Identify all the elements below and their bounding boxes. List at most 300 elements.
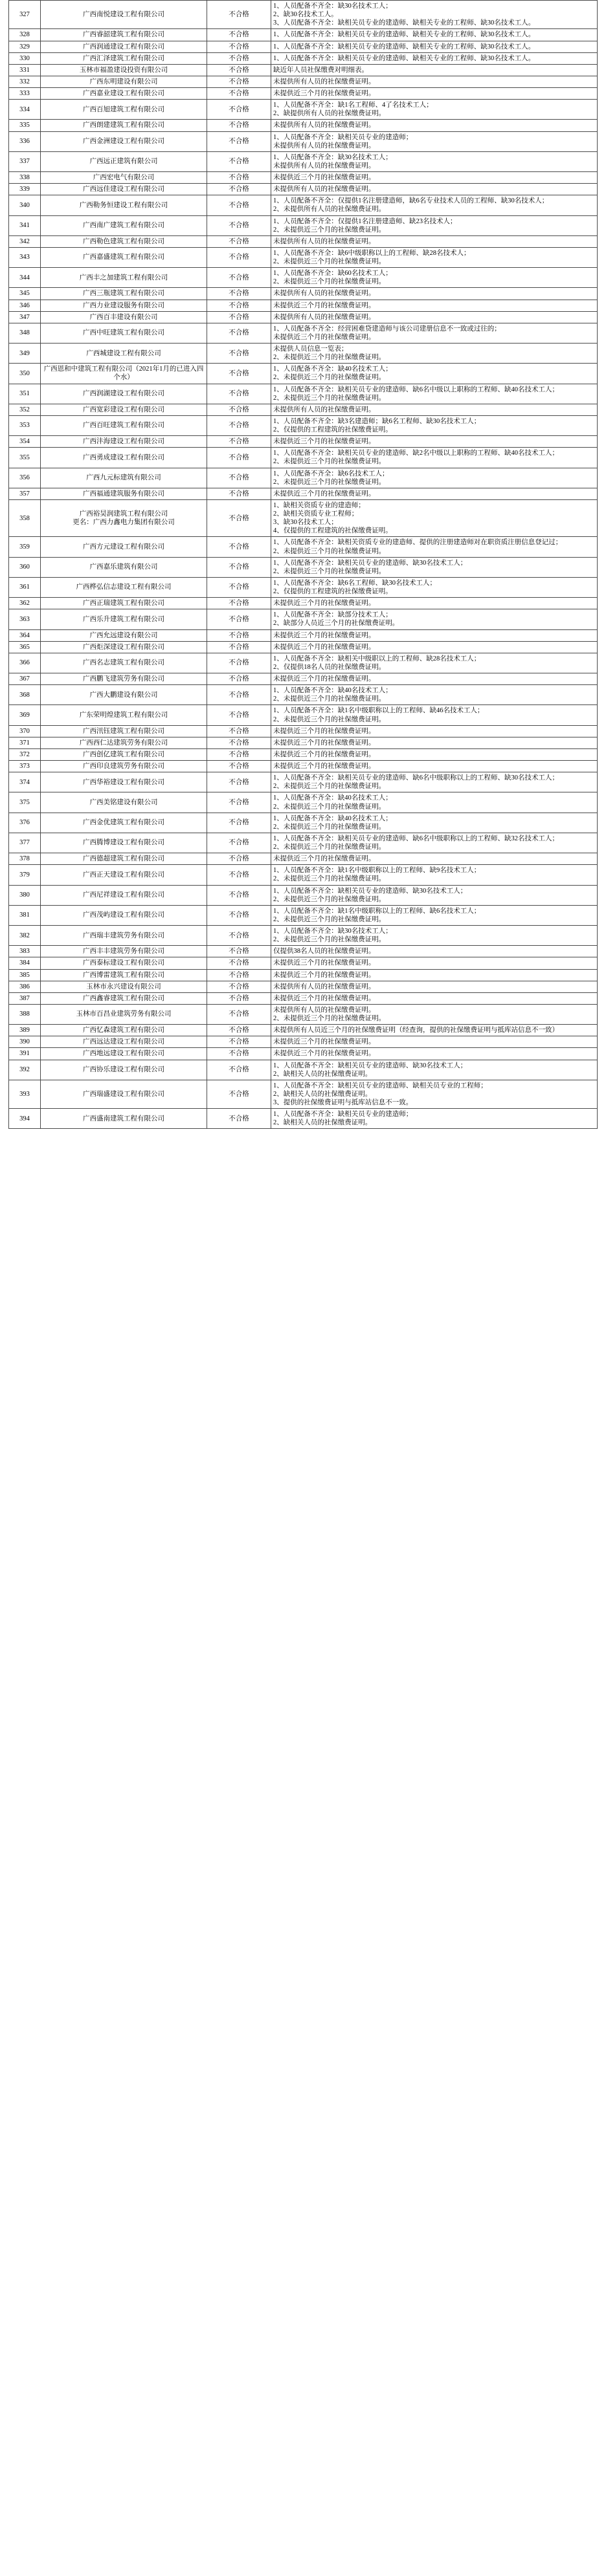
failure-reason bbox=[271, 468, 598, 488]
company-name bbox=[41, 557, 207, 577]
failure-reason bbox=[271, 151, 598, 171]
failure-reason bbox=[271, 748, 598, 760]
failure-reason-line: 2、未提供近三个月的社保缴费证明。 bbox=[273, 715, 386, 723]
company-name bbox=[41, 52, 207, 64]
failure-reason-line: 1、人员配备不齐全：缺相关员专业的建造师、缺相关员专业的工程师； bbox=[273, 1082, 488, 1089]
table-row bbox=[9, 737, 598, 748]
failure-reason-line: 4、仅提供的工程建筑的社保缴费证明。 bbox=[273, 527, 392, 535]
company-name bbox=[41, 404, 207, 415]
company-name bbox=[41, 705, 207, 725]
failure-reason-line: 未提供所有人员的社保缴费证明。 bbox=[273, 1006, 376, 1014]
failure-reason bbox=[271, 323, 598, 343]
failure-reason bbox=[271, 981, 598, 992]
failure-reason bbox=[271, 705, 598, 725]
company-name-line: 广西朗建建筑工程有限公司 bbox=[83, 122, 164, 129]
audit-result: 不合格 bbox=[207, 761, 271, 772]
company-name bbox=[41, 673, 207, 685]
failure-reason-line: 未提供人员信息一览表； bbox=[273, 345, 348, 353]
company-name-line: 广西勒色建筑工程有限公司 bbox=[83, 237, 164, 245]
company-name bbox=[41, 364, 207, 384]
table-row bbox=[9, 268, 598, 288]
failure-reason-line: 2、未提供近三个月的社保缴费证明。 bbox=[273, 1015, 386, 1022]
table-row bbox=[9, 344, 598, 364]
row-number: 367 bbox=[9, 673, 41, 685]
table-row bbox=[9, 288, 598, 300]
row-number: 338 bbox=[9, 172, 41, 184]
failure-reason-line: 3、缺30名技术工人； bbox=[273, 519, 338, 527]
table-row bbox=[9, 981, 598, 992]
failure-reason bbox=[271, 488, 598, 499]
company-name-line: 广西鑫睿建筑工程有限公司 bbox=[83, 994, 164, 1002]
audit-result: 不合格 bbox=[207, 215, 271, 235]
row-number: 393 bbox=[9, 1080, 41, 1108]
audit-results-table bbox=[8, 0, 598, 1129]
failure-reason-line: 1、人员配备不齐全：缺6名工程师、缺30名技术工人； bbox=[273, 579, 436, 587]
company-name-line: 广西九元标建筑有限公司 bbox=[86, 474, 161, 482]
failure-reason bbox=[271, 120, 598, 131]
failure-reason-line: 2、未提供近三个月的社保缴费证明。 bbox=[273, 936, 386, 944]
company-name-line: 广西瑞盛建设工程有限公司 bbox=[83, 1090, 164, 1098]
company-name bbox=[41, 88, 207, 100]
table-row bbox=[9, 853, 598, 865]
failure-reason-line: 1、人员配备不齐全：缺相关员专业的建造师、缺相关专业的工程师、缺30名技术工人。 bbox=[273, 43, 535, 50]
row-number: 339 bbox=[9, 184, 41, 195]
company-name bbox=[41, 537, 207, 557]
failure-reason-line: 2、未提供近三个月的社保缴费证明。 bbox=[273, 258, 386, 265]
company-name bbox=[41, 1, 207, 29]
audit-result: 不合格 bbox=[207, 833, 271, 853]
row-number: 387 bbox=[9, 992, 41, 1004]
audit-result: 不合格 bbox=[207, 725, 271, 737]
failure-reason bbox=[271, 992, 598, 1004]
audit-result: 不合格 bbox=[207, 629, 271, 641]
row-number: 370 bbox=[9, 725, 41, 737]
audit-result: 不合格 bbox=[207, 120, 271, 131]
failure-reason bbox=[271, 41, 598, 52]
failure-reason bbox=[271, 300, 598, 311]
audit-result: 不合格 bbox=[207, 946, 271, 957]
table-row bbox=[9, 673, 598, 685]
table-row bbox=[9, 1060, 598, 1080]
company-name-line: 广西南广建筑工程有限公司 bbox=[83, 222, 164, 230]
company-name-line: 广西正瑞建筑工程有限公司 bbox=[83, 600, 164, 607]
row-number: 351 bbox=[9, 384, 41, 404]
failure-reason-line: 未提供所有人员近三个月的社保缴费证明（经查询，提供的社保缴费证明与抵库站信息不一致） bbox=[273, 1027, 559, 1034]
row-number: 371 bbox=[9, 737, 41, 748]
table-row bbox=[9, 653, 598, 673]
company-name-line: 广西美铭建设有限公司 bbox=[89, 798, 158, 806]
company-name-line: 广西大鹏建设有限公司 bbox=[89, 691, 158, 699]
company-name bbox=[41, 761, 207, 772]
failure-reason bbox=[271, 653, 598, 673]
audit-result: 不合格 bbox=[207, 311, 271, 323]
audit-result: 不合格 bbox=[207, 64, 271, 76]
audit-result: 不合格 bbox=[207, 641, 271, 653]
failure-reason-line: 1、人员配备不齐全：经营困难贷建造师与该公司建册信息不一致或过往的； bbox=[273, 325, 501, 333]
failure-reason-line: 1、人员配备不齐全：缺40名技术工人； bbox=[273, 814, 392, 822]
failure-reason bbox=[271, 1004, 598, 1024]
failure-reason bbox=[271, 853, 598, 865]
row-number: 392 bbox=[9, 1060, 41, 1080]
failure-reason bbox=[271, 1109, 598, 1129]
audit-result: 不合格 bbox=[207, 436, 271, 448]
row-number: 388 bbox=[9, 1004, 41, 1024]
failure-reason bbox=[271, 131, 598, 151]
row-number: 362 bbox=[9, 598, 41, 609]
failure-reason-line: 2、仅提供的工程建筑的社保缴费证明。 bbox=[273, 426, 392, 433]
table-row bbox=[9, 885, 598, 905]
audit-result: 不合格 bbox=[207, 853, 271, 865]
failure-reason bbox=[271, 957, 598, 969]
audit-result: 不合格 bbox=[207, 905, 271, 925]
audit-result: 不合格 bbox=[207, 557, 271, 577]
company-name-line: 广西宏电气有限公司 bbox=[93, 174, 155, 181]
company-name-line: 广西嘉业建设工程有限公司 bbox=[83, 90, 164, 97]
company-name-line: 广西城建设工程有限公司 bbox=[86, 349, 161, 357]
company-name bbox=[41, 946, 207, 957]
failure-reason bbox=[271, 946, 598, 957]
table-row bbox=[9, 705, 598, 725]
company-name bbox=[41, 685, 207, 705]
company-name-line: 广西润通建设工程有限公司 bbox=[83, 43, 164, 50]
failure-reason-line: 2、未提供近三个月的社保缴费证明。 bbox=[273, 844, 386, 851]
failure-reason bbox=[271, 772, 598, 792]
company-name bbox=[41, 1109, 207, 1129]
company-name bbox=[41, 629, 207, 641]
table-row bbox=[9, 311, 598, 323]
failure-reason bbox=[271, 195, 598, 215]
company-name bbox=[41, 1060, 207, 1080]
company-name bbox=[41, 268, 207, 288]
failure-reason bbox=[271, 865, 598, 885]
company-name bbox=[41, 865, 207, 885]
company-name-line: 广西汛钰建筑工程有限公司 bbox=[83, 727, 164, 735]
failure-reason bbox=[271, 247, 598, 267]
failure-reason-line: 未提供所有人员的社保缴费证明。 bbox=[273, 237, 376, 245]
failure-reason-line: 未提供所有人员的社保缴费证明。 bbox=[273, 142, 376, 149]
failure-reason bbox=[271, 52, 598, 64]
failure-reason bbox=[271, 629, 598, 641]
audit-result: 不合格 bbox=[207, 41, 271, 52]
audit-result: 不合格 bbox=[207, 384, 271, 404]
failure-reason-line: 未提供近三个月的社保缴费证明。 bbox=[273, 490, 376, 497]
company-name-line: 广西尼祥建设工程有限公司 bbox=[83, 891, 164, 899]
failure-reason bbox=[271, 364, 598, 384]
failure-reason-line: 2、未提供近三个月的社保缴费证明。 bbox=[273, 458, 386, 466]
company-name bbox=[41, 853, 207, 865]
failure-reason-line: 2、未提供近三个月的社保缴费证明。 bbox=[273, 354, 386, 362]
table-row bbox=[9, 384, 598, 404]
company-name bbox=[41, 344, 207, 364]
company-name bbox=[41, 725, 207, 737]
failure-reason-line: 未提供所有人员的社保缴费证明。 bbox=[273, 983, 376, 990]
audit-result: 不合格 bbox=[207, 344, 271, 364]
row-number: 331 bbox=[9, 64, 41, 76]
audit-result: 不合格 bbox=[207, 195, 271, 215]
failure-reason-line: 2、未提供近三个月的社保缴费证明。 bbox=[273, 875, 386, 883]
table-row bbox=[9, 957, 598, 969]
company-name bbox=[41, 468, 207, 488]
table-row bbox=[9, 1048, 598, 1060]
failure-reason bbox=[271, 537, 598, 557]
company-name bbox=[41, 737, 207, 748]
company-name-line: 广西沣海建设工程有限公司 bbox=[83, 438, 164, 446]
company-name-line: 广西勒务恒建设工程有限公司 bbox=[79, 201, 168, 209]
failure-reason-line: 仅提供38名人员的社保缴费证明。 bbox=[273, 948, 376, 955]
audit-result: 不合格 bbox=[207, 885, 271, 905]
failure-reason bbox=[271, 184, 598, 195]
row-number: 344 bbox=[9, 268, 41, 288]
audit-result: 不合格 bbox=[207, 1048, 271, 1060]
failure-reason-line: 1、人员配备不齐全：缺40名技术工人； bbox=[273, 794, 392, 802]
table-row bbox=[9, 247, 598, 267]
table-row bbox=[9, 926, 598, 946]
audit-result: 不合格 bbox=[207, 813, 271, 833]
table-row bbox=[9, 748, 598, 760]
failure-reason bbox=[271, 641, 598, 653]
failure-reason bbox=[271, 448, 598, 468]
company-name-line: 广西金优建筑工程有限公司 bbox=[83, 819, 164, 827]
failure-reason-line: 未提供所有人员的社保缴费证明。 bbox=[273, 186, 376, 193]
failure-reason-line: 2、未提供近三个月的社保缴费证明。 bbox=[273, 394, 386, 402]
company-name bbox=[41, 215, 207, 235]
failure-reason-line: 2、未提供近三个月的社保缴费证明。 bbox=[273, 803, 386, 811]
table-row bbox=[9, 468, 598, 488]
failure-reason bbox=[271, 673, 598, 685]
row-number: 355 bbox=[9, 448, 41, 468]
failure-reason-line: 1、人员配备不齐全：缺相关中级职以上的工程师、缺28名技术工人； bbox=[273, 655, 481, 662]
company-name-line: 广西乐升建筑工程有限公司 bbox=[83, 615, 164, 623]
company-name bbox=[41, 384, 207, 404]
company-name-line: 广东荣明煌建筑工程有限公司 bbox=[79, 711, 168, 719]
failure-reason-line: 未提供近三个月的社保缴费证明。 bbox=[273, 727, 376, 735]
row-number: 332 bbox=[9, 76, 41, 87]
row-number: 337 bbox=[9, 151, 41, 171]
row-number: 359 bbox=[9, 537, 41, 557]
failure-reason bbox=[271, 215, 598, 235]
company-name bbox=[41, 1080, 207, 1108]
company-name bbox=[41, 172, 207, 184]
failure-reason-line: 1、人员配备不齐全：缺相关员专业的建造师； bbox=[273, 1111, 413, 1119]
table-row bbox=[9, 725, 598, 737]
audit-result: 不合格 bbox=[207, 1109, 271, 1129]
failure-reason-line: 2、缺相关资质专业工程师； bbox=[273, 510, 359, 518]
company-name-line: 玉林市永兴建设有限公司 bbox=[86, 983, 161, 990]
table-row bbox=[9, 1, 598, 29]
table-row bbox=[9, 29, 598, 41]
failure-reason bbox=[271, 926, 598, 946]
company-name-line: 广西睿韶建筑工程有限公司 bbox=[83, 31, 164, 39]
failure-reason-line: 2、未提供近三个月的社保缴费证明。 bbox=[273, 226, 386, 234]
company-name-line: 广西桦弘信志建设工程有限公司 bbox=[76, 584, 172, 591]
failure-reason-line: 2、缺相关人员的社保缴费证明。 bbox=[273, 1070, 372, 1078]
audit-result: 不合格 bbox=[207, 184, 271, 195]
audit-result: 不合格 bbox=[207, 448, 271, 468]
company-name bbox=[41, 577, 207, 597]
failure-reason bbox=[271, 288, 598, 300]
failure-reason-line: 2、未提供近三个月的社保缴费证明。 bbox=[273, 547, 386, 555]
failure-reason-line: 未提供近三个月的社保缴费证明。 bbox=[273, 739, 376, 747]
failure-reason bbox=[271, 311, 598, 323]
audit-result: 不合格 bbox=[207, 88, 271, 100]
failure-reason-line: 未提供近三个月的社保缴费证明。 bbox=[273, 631, 376, 639]
failure-reason-line: 1、人员配备不齐全：仅提供1名注册建造师、缺23名技术人； bbox=[273, 217, 457, 225]
failure-reason-line: 1、人员配备不齐全：缺1名中级职称以上的工程师、缺46名技术工人； bbox=[273, 707, 484, 715]
failure-reason bbox=[271, 792, 598, 813]
row-number: 373 bbox=[9, 761, 41, 772]
failure-reason bbox=[271, 29, 598, 41]
row-number: 348 bbox=[9, 323, 41, 343]
company-name bbox=[41, 100, 207, 120]
failure-reason-line: 未提供近三个月的社保缴费证明。 bbox=[273, 675, 376, 682]
audit-result: 不合格 bbox=[207, 1080, 271, 1108]
company-name bbox=[41, 641, 207, 653]
failure-reason-line: 3、提供的社保缴费证明与抵库站信息不一致。 bbox=[273, 1099, 413, 1106]
company-name-line: 广西名志建筑工程有限公司 bbox=[83, 659, 164, 667]
audit-result: 不合格 bbox=[207, 247, 271, 267]
row-number: 394 bbox=[9, 1109, 41, 1129]
row-number: 349 bbox=[9, 344, 41, 364]
failure-reason-line: 1、人员配备不齐全：缺1名中级职称以上的工程师、缺9名技术工人； bbox=[273, 867, 481, 875]
audit-result: 不合格 bbox=[207, 404, 271, 415]
company-name-line: 玉林市百昌业建筑劳务有限公司 bbox=[76, 1010, 172, 1018]
failure-reason-line: 1、人员配备不齐全：缺相关员专业的建造师、缺6名中级以上职称的工程师、缺40名技术工人； bbox=[273, 386, 559, 393]
failure-reason-line: 未提供所有人员的社保缴费证明。 bbox=[273, 313, 376, 321]
company-name-line: 广西丰丰建筑劳务有限公司 bbox=[83, 948, 164, 955]
failure-reason bbox=[271, 969, 598, 981]
table-row bbox=[9, 300, 598, 311]
row-number: 369 bbox=[9, 705, 41, 725]
row-number: 356 bbox=[9, 468, 41, 488]
company-name-line: 广西百旺建筑工程有限公司 bbox=[83, 422, 164, 430]
failure-reason-line: 2、缺30名技术工人。 bbox=[273, 11, 338, 19]
company-name-line: 广西鹏飞建筑劳务有限公司 bbox=[83, 675, 164, 682]
company-name bbox=[41, 1025, 207, 1036]
audit-result: 不合格 bbox=[207, 100, 271, 120]
failure-reason-line: 未提供近三个月的社保缴费证明。 bbox=[273, 174, 376, 181]
audit-result: 不合格 bbox=[207, 1025, 271, 1036]
failure-reason-line: 1、人员配备不齐全：缺1名中级职称以上的工程师、缺6名技术工人； bbox=[273, 907, 481, 915]
failure-reason bbox=[271, 404, 598, 415]
row-number: 335 bbox=[9, 120, 41, 131]
row-number: 361 bbox=[9, 577, 41, 597]
company-name bbox=[41, 323, 207, 343]
row-number: 345 bbox=[9, 288, 41, 300]
failure-reason bbox=[271, 1, 598, 29]
audit-result: 不合格 bbox=[207, 772, 271, 792]
table-row bbox=[9, 184, 598, 195]
failure-reason-line: 未提供所有人员的社保缴费证明。 bbox=[273, 406, 376, 413]
failure-reason bbox=[271, 64, 598, 76]
company-name-line: 广西福通建筑服务有限公司 bbox=[83, 490, 164, 497]
audit-result: 不合格 bbox=[207, 1036, 271, 1048]
failure-reason bbox=[271, 1048, 598, 1060]
company-name bbox=[41, 885, 207, 905]
table-row bbox=[9, 557, 598, 577]
row-number: 330 bbox=[9, 52, 41, 64]
audit-result: 不合格 bbox=[207, 151, 271, 171]
failure-reason-line: 2、未提供所有人员的社保缴费证明。 bbox=[273, 206, 386, 213]
failure-reason-line: 1、人员配备不齐全：缺相关员专业的建造师、缺6名中级职称以上的工程师、缺32名技术工人； bbox=[273, 835, 559, 842]
audit-results-document bbox=[0, 0, 606, 1129]
company-name bbox=[41, 120, 207, 131]
failure-reason bbox=[271, 172, 598, 184]
company-name-line: 广西丰之加建筑工程有限公司 bbox=[79, 274, 168, 281]
failure-reason-line: 1、人员配备不齐全：缺40名技术工人； bbox=[273, 366, 392, 373]
company-name-line: 广西远达建设工程有限公司 bbox=[83, 1038, 164, 1046]
table-row bbox=[9, 364, 598, 384]
row-number: 377 bbox=[9, 833, 41, 853]
table-row bbox=[9, 64, 598, 76]
failure-reason bbox=[271, 609, 598, 629]
company-name-line: 广西远佳建设工程有限公司 bbox=[83, 186, 164, 193]
company-name bbox=[41, 151, 207, 171]
table-row bbox=[9, 946, 598, 957]
row-number: 380 bbox=[9, 885, 41, 905]
audit-result: 不合格 bbox=[207, 415, 271, 435]
company-name-line: 广西中旺建筑工程有限公司 bbox=[83, 329, 164, 337]
audit-result: 不合格 bbox=[207, 172, 271, 184]
company-name-line: 广西创亿建筑工程有限公司 bbox=[83, 750, 164, 758]
failure-reason-line: 2、缺提供所有人员的社保缴费证明。 bbox=[273, 110, 386, 118]
company-name-line: 广西盛南建筑工程有限公司 bbox=[83, 1115, 164, 1122]
company-name bbox=[41, 235, 207, 247]
row-number: 341 bbox=[9, 215, 41, 235]
table-row bbox=[9, 685, 598, 705]
table-row bbox=[9, 52, 598, 64]
table-row bbox=[9, 323, 598, 343]
audit-result: 不合格 bbox=[207, 1, 271, 29]
row-number: 352 bbox=[9, 404, 41, 415]
table-row bbox=[9, 1080, 598, 1108]
table-row bbox=[9, 41, 598, 52]
audit-result: 不合格 bbox=[207, 29, 271, 41]
failure-reason-line: 1、人员配备不齐全：缺相关员专业的建造师、缺6名中级职称以上的工程师、缺30名技术工人； bbox=[273, 774, 559, 782]
row-number: 357 bbox=[9, 488, 41, 499]
failure-reason-line: 2、缺相关人员的社保缴费证明。 bbox=[273, 1119, 372, 1127]
failure-reason-line: 1、人员配备不齐全：缺6名技术工人； bbox=[273, 470, 389, 477]
company-name bbox=[41, 792, 207, 813]
company-name bbox=[41, 957, 207, 969]
table-row bbox=[9, 1109, 598, 1129]
audit-result: 不合格 bbox=[207, 52, 271, 64]
failure-reason-line: 2、未提供近三个月的社保缴费证明。 bbox=[273, 374, 386, 382]
row-number: 327 bbox=[9, 1, 41, 29]
company-name-line: 广西恩和中建筑工程有限公司（2021年1月的已进入四个水） bbox=[43, 366, 204, 382]
company-name-line: 广西嘉盛建筑工程有限公司 bbox=[83, 254, 164, 261]
row-number: 385 bbox=[9, 969, 41, 981]
company-name bbox=[41, 415, 207, 435]
company-name-line: 广西瑞丰建筑劳务有限公司 bbox=[83, 932, 164, 939]
failure-reason-line: 未提供近三个月的社保缴费证明。 bbox=[273, 90, 376, 97]
audit-result: 不合格 bbox=[207, 131, 271, 151]
table-row bbox=[9, 195, 598, 215]
failure-reason bbox=[271, 737, 598, 748]
company-name bbox=[41, 926, 207, 946]
row-number: 343 bbox=[9, 247, 41, 267]
failure-reason-line: 未提供所有人员的社保缴费证明。 bbox=[273, 162, 376, 169]
table-row bbox=[9, 905, 598, 925]
table-row bbox=[9, 772, 598, 792]
company-name-line: 广西腾博建设工程有限公司 bbox=[83, 839, 164, 847]
failure-reason-line: 2、仅提供18名人员的社保缴费证明。 bbox=[273, 663, 386, 671]
company-name-line: 广西南悦建设工程有限公司 bbox=[83, 11, 164, 19]
audit-result: 不合格 bbox=[207, 653, 271, 673]
company-name-line: 广西远正建筑有限公司 bbox=[89, 158, 158, 166]
table-row bbox=[9, 1036, 598, 1048]
table-row bbox=[9, 404, 598, 415]
row-number: 342 bbox=[9, 235, 41, 247]
